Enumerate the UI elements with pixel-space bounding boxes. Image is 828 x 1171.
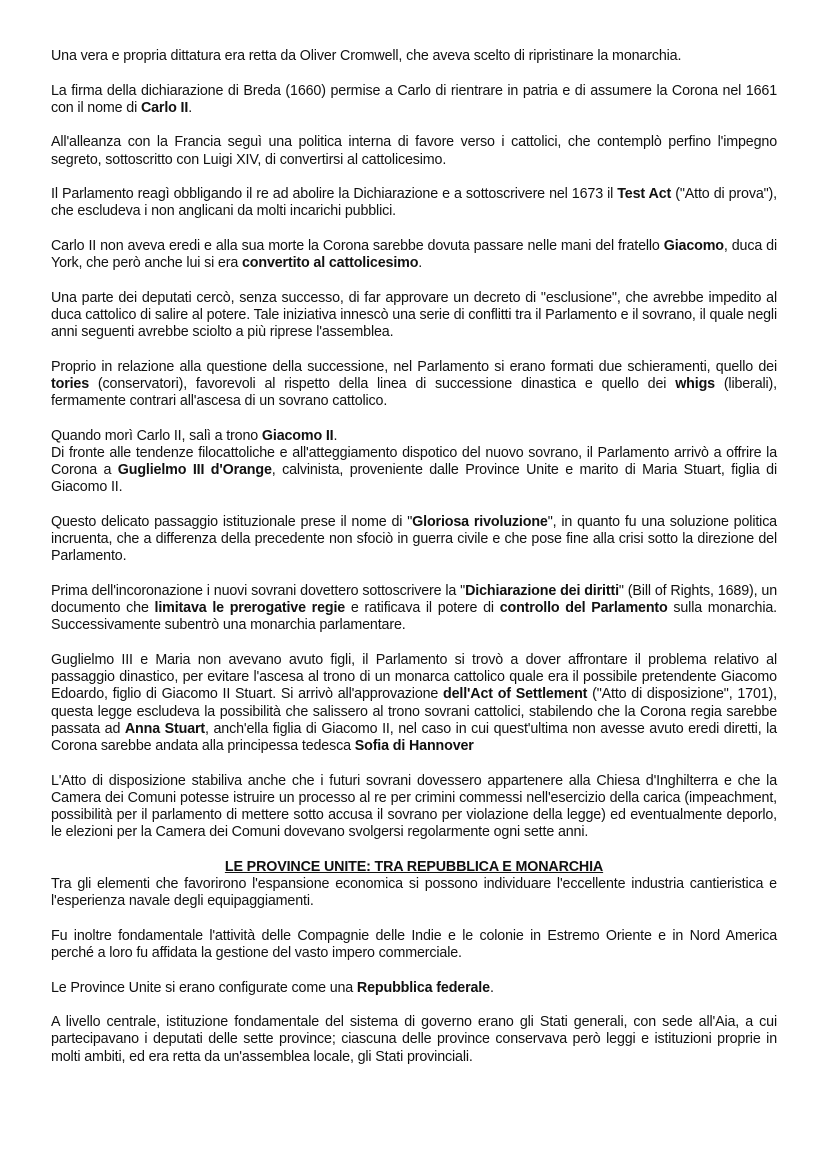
bold-term: Sofia di Hannover xyxy=(354,738,474,754)
text-run: " (Bill of Rights, 1689), un documento che xyxy=(51,582,777,617)
paragraph xyxy=(51,1014,777,1066)
text-run: Questo delicato passaggio istituzionale prese il nome di " xyxy=(51,513,413,530)
text-run: Il Parlamento reagì obbligando il re ad abolire la Dichiarazione e a sottoscrivere nel 1673 il xyxy=(51,186,618,203)
paragraph xyxy=(51,583,777,635)
bold-term: tories xyxy=(51,375,90,392)
document-page xyxy=(51,48,777,1083)
bold-term: Giacomo xyxy=(663,237,724,254)
paragraph xyxy=(51,876,777,910)
bold-term: Carlo II xyxy=(140,99,189,116)
text-run: ", in quanto fu una soluzione politica incruenta, che a differenza della precedente non sfociò in guerra civile e che pose fine alla crisi sotto la direzione del Parlamento. xyxy=(51,513,777,565)
text-run: (conservatori), favorevoli al rispetto della linea di successione dinastica e quello dei xyxy=(89,375,676,392)
text-run: All'alleanza con la Francia seguì una politica interna di favore verso i cattolici, che contemplò perfino l'impegno segreto, sottoscritto con Luigi XIV, di convertirsi al cattolicesimo. xyxy=(51,134,777,168)
paragraph xyxy=(51,48,777,65)
bold-term: whigs xyxy=(675,375,715,392)
text-run: , calvinista, proveniente dalle Province Unite e marito di Maria Stuart, figlia di Giacomo II. xyxy=(51,462,777,496)
paragraph xyxy=(51,428,777,497)
bold-term: Anna Stuart xyxy=(124,720,206,737)
bold-term: dell'Act of Settlement xyxy=(443,686,588,703)
paragraph xyxy=(51,134,777,168)
text-run: Tra gli elementi che favorirono l'espansione economica si possono individuare l'eccellente industria cantieristica e l'esperienza navale degli equipaggiamenti. xyxy=(51,876,777,910)
text-run: Fu inoltre fondamentale l'attività delle Compagnie delle Indie e le colonie in Estremo Oriente e in Nord America perché a loro fu affidata la gestione del vasto impero commerciale. xyxy=(51,927,777,961)
text-run: Quando morì Carlo II, salì a trono xyxy=(51,427,262,444)
paragraph xyxy=(51,290,777,342)
bold-term: Dichiarazione dei diritti xyxy=(465,582,619,599)
bold-term: convertito al cattolicesimo xyxy=(241,255,419,272)
paragraph xyxy=(51,514,777,566)
text-run: Prima dell'incoronazione i nuovi sovrani dovettero sottoscrivere la " xyxy=(51,582,466,599)
section-heading: LE PROVINCE UNITE: TRA REPUBBLICA E MONARCHIA xyxy=(224,858,604,875)
paragraph xyxy=(51,928,777,962)
province-unite-section xyxy=(51,876,777,1066)
paragraph xyxy=(51,980,777,997)
text-run: . xyxy=(418,255,423,272)
bold-term: Guglielmo III d'Orange xyxy=(117,462,272,479)
text-run: . xyxy=(333,427,338,444)
text-run: . xyxy=(188,99,193,116)
paragraph xyxy=(51,652,777,755)
text-run: e ratificava il potere di xyxy=(345,600,500,617)
paragraph xyxy=(51,773,777,842)
text-run: A livello centrale, istituzione fondamentale del sistema di governo erano gli Stati generali, con sede all'Aia, a cui partecipavano i deputati delle sette province; ciascuna delle province conservava però leggi e istituzioni proprie in molti ambiti, ed era retta da un'assemblea locale, gli Stati provinciali. xyxy=(51,1014,777,1065)
bold-term: Giacomo II xyxy=(261,427,334,444)
text-run: L'Atto di disposizione stabiliva anche che i futuri sovrani dovessero appartenere alla Chiesa d'Inghilterra e che la Camera dei Comuni potesse istruire un processo al re per crimini commessi nell'esercizio della carica (impeachment, possibilità per il parlamento di mettere sotto accusa il sovrano per violazione della legge) ed eventualmente deporlo, le elezioni per la Camera dei Comuni dovevano svolgersi regolarmente ogni sette anni. xyxy=(51,772,777,841)
text-run: Una vera e propria dittatura era retta da Oliver Cromwell, che aveva scelto di ripristinare la monarchia. xyxy=(51,48,682,64)
paragraph xyxy=(51,359,777,411)
text-run: . xyxy=(489,979,494,996)
bold-term: Gloriosa rivoluzione xyxy=(412,513,548,530)
text-run: sulla monarchia. Successivamente subentrò una monarchia parlamentare. xyxy=(51,600,778,634)
text-run: ("Atto di prova"), che escludeva i non anglicani da molti incarichi pubblici. xyxy=(51,186,777,220)
paragraph xyxy=(51,83,777,117)
bold-term: Test Act xyxy=(617,186,672,203)
text-run: , anch'ella figlia di Giacomo II, nel caso in cui quest'ultima non avesse avuto eredi diretti, la Corona sarebbe andata alla principessa tedesca xyxy=(51,720,777,754)
text-run: Carlo II non aveva eredi e alla sua morte la Corona sarebbe dovuta passare nelle mani del fratello xyxy=(51,237,664,254)
paragraph xyxy=(51,238,777,272)
text-run: (liberali), fermamente contrari all'ascesa di un sovrano cattolico. xyxy=(51,375,777,410)
text-run: Proprio in relazione alla questione della successione, nel Parlamento si erano formati due schieramenti, quello dei xyxy=(51,358,777,375)
bold-term: limitava le prerogative regie xyxy=(154,600,346,617)
text-run: , duca di York, che però anche lui si era xyxy=(51,237,778,272)
paragraph xyxy=(51,186,777,220)
text-run: Una parte dei deputati cercò, senza successo, di far approvare un decreto di "esclusione", che avrebbe impedito al duca cattolico di salire al potere. Tale iniziativa innescò una serie di conflitti tra il Parlamento e il sovrano, il quale negli anni seguenti avrebbe sciolto a più riprese l'assemblea. xyxy=(51,289,777,341)
bold-term: controllo del Parlamento xyxy=(499,600,668,617)
main-section xyxy=(51,48,777,841)
text-run: ("Atto di disposizione", 1701), questa legge escludeva la possibilità che salissero al trono sovrani cattolici, stabilendo che la Corona regia sarebbe passata ad xyxy=(51,686,777,737)
bold-term: Repubblica federale xyxy=(356,979,490,996)
text-run: Guglielmo III e Maria non avevano avuto figli, il Parlamento si trovò a dover affrontare il problema relativo al passaggio dinastico, per evitare l'ascesa al trono di un monarca cattolico quale era il possibile pretendente Giacomo Edoardo, figlio di Giacomo II Stuart. Si arrivò all'approvazione xyxy=(51,651,777,703)
text-run: Di fronte alle tendenze filocattoliche e all'atteggiamento dispotico del nuovo sovrano, il Parlamento arrivò a offrire la Corona a xyxy=(51,444,777,479)
text-run: La firma della dichiarazione di Breda (1660) permise a Carlo di rientrare in patria e di assumere la Corona nel 1661 con il nome di xyxy=(51,82,777,116)
text-run: Le Province Unite si erano configurate come una xyxy=(51,979,357,996)
